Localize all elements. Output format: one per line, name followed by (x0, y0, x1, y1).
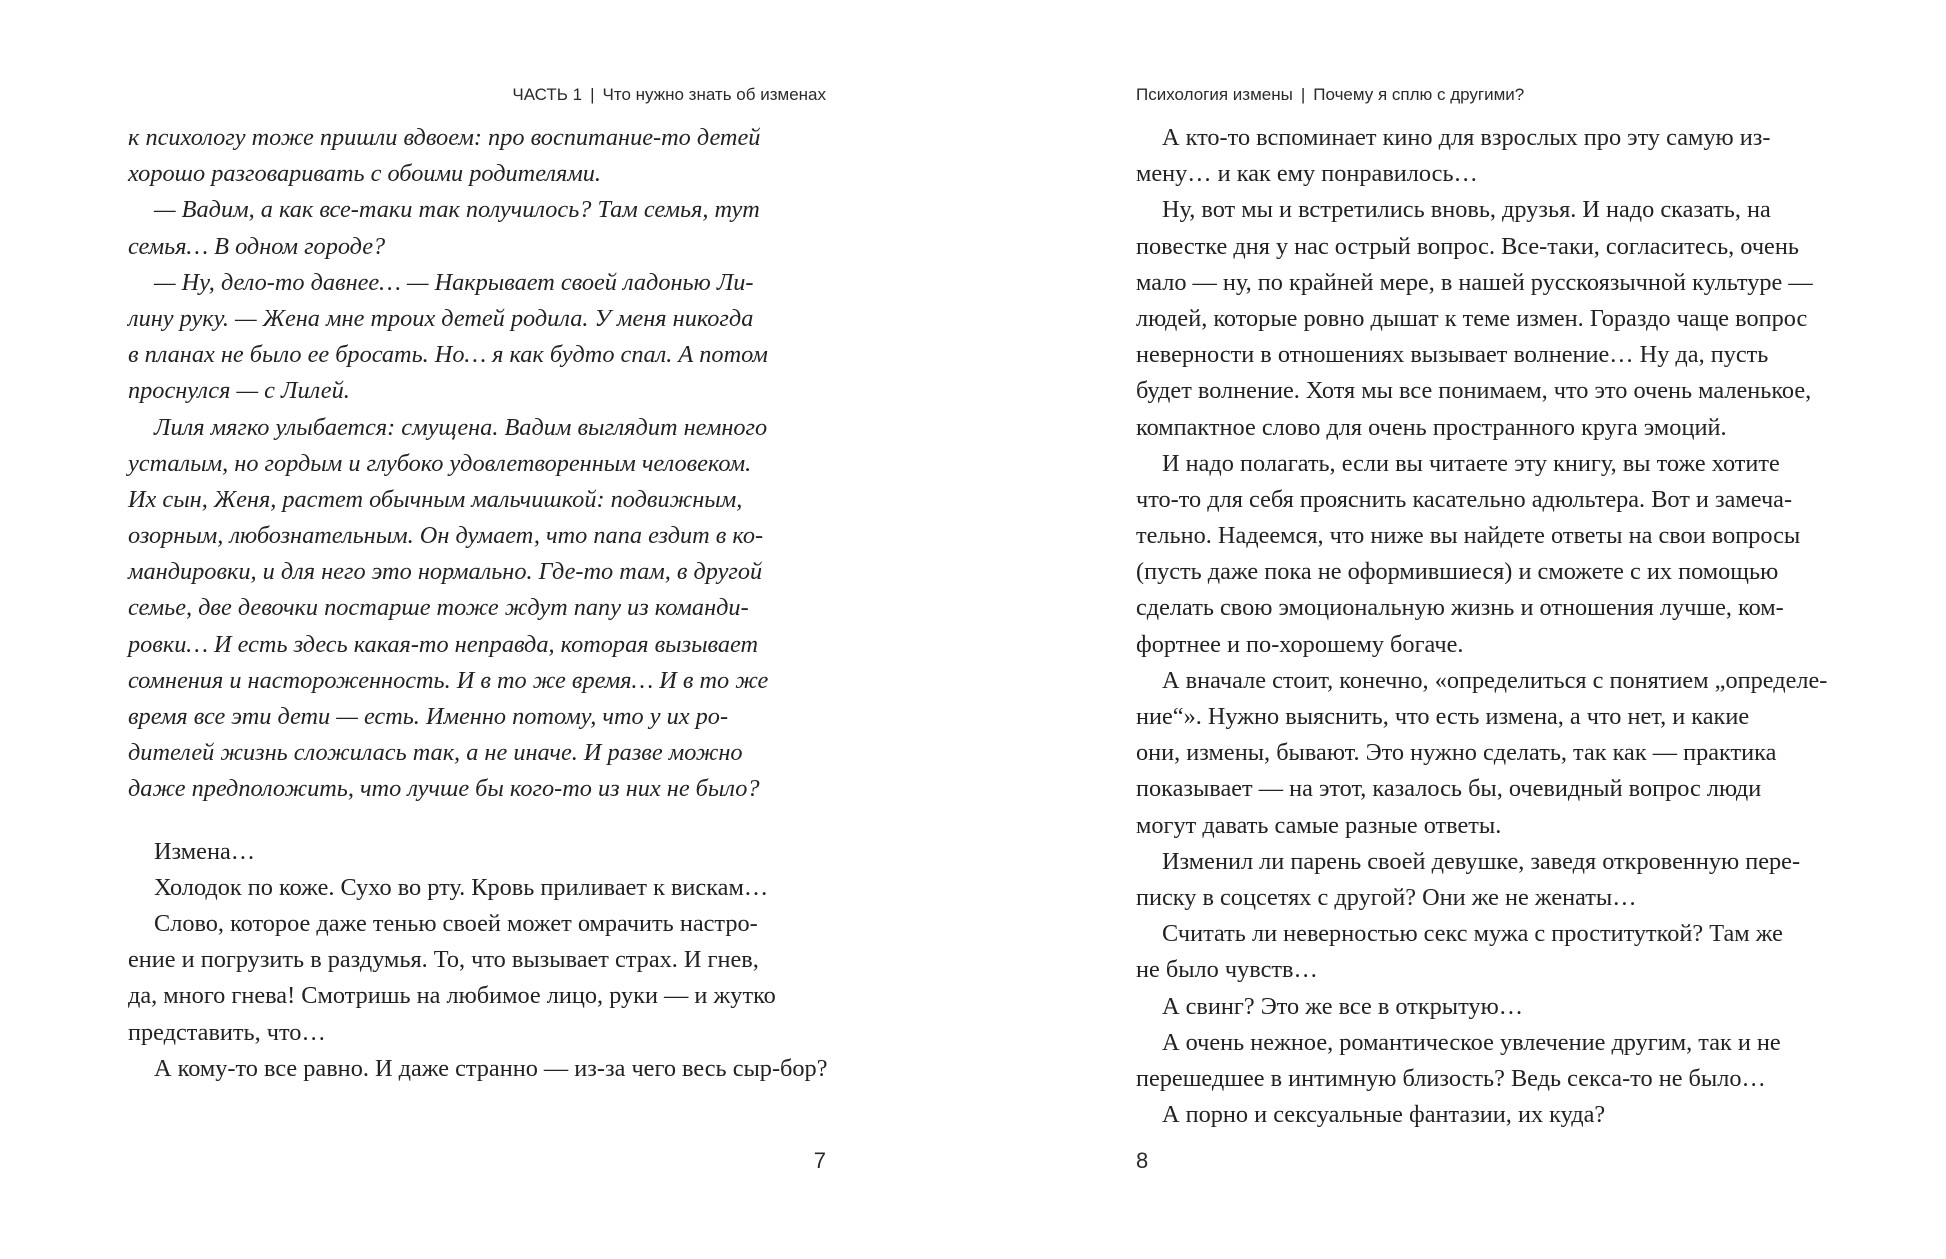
text-line: А очень нежное, романтическое увлечение другим, так и не (1162, 1028, 1781, 1056)
text-line: сомнения и настороженность. И в то же время… И в то же (128, 666, 769, 694)
chapter-title: Что нужно знать об изменах (602, 85, 826, 104)
text-line: неверности в отношениях вызывает волнение… Ну да, пусть (1136, 341, 1769, 369)
chapter-title: Почему я сплю с другими? (1313, 85, 1525, 104)
text-line: И надо полагать, если вы читаете эту книгу, вы тоже хотите (1162, 449, 1780, 477)
text-line: компактное слово для очень пространного круга эмоций. (1136, 413, 1727, 441)
left-running-head (512, 84, 826, 106)
text-line: лину руку. — Жена мне троих детей родила. У меня никогда (128, 304, 754, 332)
text-line: А свинг? Это же все в открытую… (1162, 992, 1524, 1020)
text-line: — Ну, дело-то давнее… — Накрывает своей ладонью Ли- (154, 268, 754, 296)
text-line: Их сын, Женя, растет обычным мальчишкой: подвижным, (128, 485, 743, 513)
text-line: в планах не было ее бросать. Но… я как будто спал. А потом (128, 341, 768, 369)
left-body-text (128, 120, 826, 1087)
text-line: будет волнение. Хотя мы все понимаем, что это очень маленькое, (1136, 377, 1812, 405)
page-number: 8 (1136, 1148, 1149, 1173)
right-body-text (1136, 120, 1834, 1133)
text-line: тельно. Надеемся, что ниже вы найдете ответы на свои вопросы (1136, 522, 1801, 550)
text-line: ние“». Нужно выяснить, что есть измена, а что нет, и какие (1136, 703, 1750, 730)
text-line: семье, две девочки постарше тоже ждут папу из команди- (128, 594, 749, 622)
text-line: Холодок по коже. Сухо во рту. Кровь приливает к вискам… (154, 873, 769, 901)
text-line: А кому-то все равно. И даже странно — из-за чего весь сыр-бор? (154, 1054, 828, 1082)
text-line: Слово, которое даже тенью своей может омрачить настро- (154, 909, 758, 937)
text-line: мандировки, и для него это нормально. Где-то там, в другой (128, 558, 763, 586)
text-line: сделать свою эмоциональную жизнь и отношения лучше, ком- (1136, 594, 1784, 622)
text-line: могут давать самые разные ответы. (1136, 811, 1502, 839)
right-page (973, 0, 1946, 1259)
text-line: мену… и как ему понравилось… (1136, 160, 1478, 188)
text-line: не было чувств… (1136, 956, 1318, 984)
right-running-head (1136, 84, 1524, 106)
text-line: да, много гнева! Смотришь на любимое лицо, руки — и жутко (128, 982, 776, 1010)
running-head-separator: | (1300, 85, 1306, 104)
text-line: они, измены, бывают. Это нужно сделать, так как — практика (1136, 739, 1777, 767)
section-break (128, 808, 826, 834)
text-line: (пусть даже пока не оформившиеся) и сможете с их помощью (1136, 558, 1779, 586)
text-line: даже предположить, что лучше бы кого-то из них не было? (128, 775, 760, 803)
text-line: Считать ли неверностью секс мужа с проституткой? Там же (1162, 920, 1783, 948)
text-line: А вначале стоит, конечно, «определиться с понятием „определе- (1162, 666, 1828, 694)
text-line: перешедшее в интимную близость? Ведь секса-то не было… (1136, 1064, 1766, 1092)
text-line: представить, что… (128, 1018, 326, 1046)
text-line: — Вадим, а как все-таки так получилось? Там семья, тут (154, 196, 760, 224)
text-line: время все эти дети — есть. Именно потому, что у их ро- (128, 703, 729, 730)
text-line: писку в соцсетях с другой? Они же не женаты… (1136, 883, 1637, 911)
book-title: Психология измены (1136, 85, 1293, 104)
page-number: 7 (813, 1148, 826, 1173)
text-line: фортнее и по-хорошему богаче. (1136, 630, 1464, 658)
text-line: хорошо разговаривать с обоими родителями. (128, 160, 601, 188)
text-line: Изменил ли парень своей девушке, заведя откровенную пере- (1162, 847, 1801, 875)
part-label: ЧАСТЬ 1 (512, 85, 583, 104)
running-head-separator: | (590, 85, 595, 104)
text-line: показывает — на этот, казалось бы, очевидный вопрос люди (1136, 775, 1762, 803)
text-line: проснулся — с Лилей. (128, 377, 350, 405)
text-line: усталым, но гордым и глубоко удовлетворенным человеком. (128, 449, 752, 477)
text-line: ение и погрузить в раздумья. То, что вызывает страх. И гнев, (128, 946, 759, 974)
text-line: что-то для себя прояснить касательно адюльтера. Вот и замеча- (1136, 485, 1793, 513)
text-line: А порно и сексуальные фантазии, их куда? (1162, 1101, 1606, 1129)
text-line: ровки… И есть здесь какая-то неправда, которая вызывает (128, 630, 759, 658)
text-line: озорным, любознательным. Он думает, что папа ездит в ко- (128, 522, 764, 550)
text-line: семья… В одном городе? (128, 232, 386, 260)
text-line: к психологу тоже пришли вдвоем: про воспитание-то детей (128, 124, 761, 151)
text-line: дителей жизнь сложилась так, а не иначе. И разве можно (128, 739, 743, 767)
text-line: Лиля мягко улыбается: смущена. Вадим выглядит немного (154, 413, 768, 441)
text-line: мало — ну, по крайней мере, в нашей русскоязычной культуре — (1136, 268, 1813, 296)
text-line: людей, которые ровно дышат к теме измен. Гораздо чаще вопрос (1136, 304, 1808, 332)
text-line: Ну, вот мы и встретились вновь, друзья. И надо сказать, на (1162, 196, 1771, 224)
text-line: Измена… (154, 837, 256, 865)
text-line: А кто-то вспоминает кино для взрослых про эту самую из- (1162, 124, 1771, 151)
text-line: повестке дня у нас острый вопрос. Все-таки, согласитесь, очень (1136, 232, 1799, 260)
